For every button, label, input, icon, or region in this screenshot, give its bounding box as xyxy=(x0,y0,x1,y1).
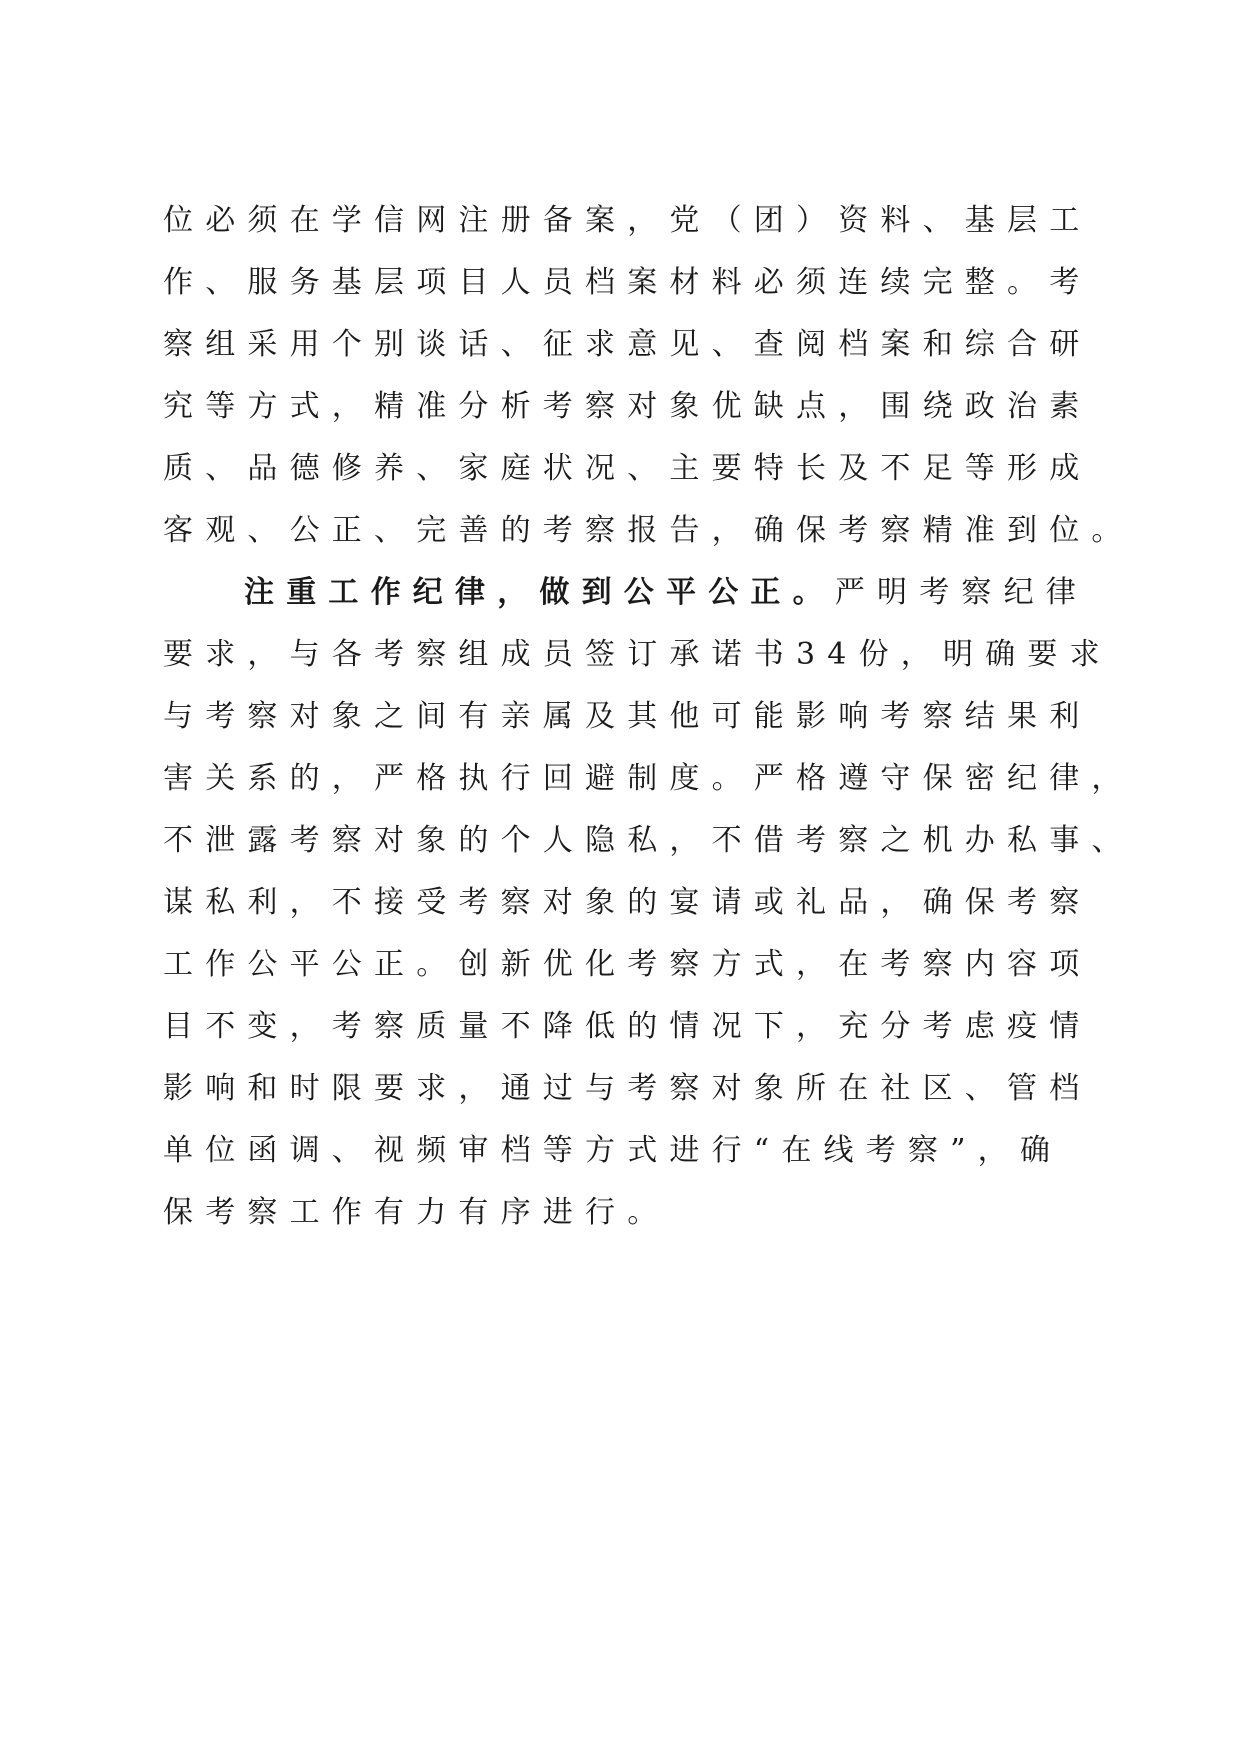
text-line: 究等方式，精准分析考察对象优缺点，围绕政治素 xyxy=(163,389,1092,424)
text-line: 与考察对象之间有亲属及其他可能影响考察结果利 xyxy=(163,699,1092,734)
text-line: 单位函调、视频审档等方式进行“在线考察”，确 xyxy=(163,1133,1063,1168)
document-body xyxy=(163,190,1134,1244)
section-first-line-text: 严明考察纪律 xyxy=(834,575,1089,610)
text-line: 工作公平公正。创新优化考察方式，在考察内容项 xyxy=(163,947,1092,982)
text-line: 客观、公正、完善的考察报告，确保考察精准到位。 xyxy=(163,513,1134,548)
text-line: 害关系的，严格执行回避制度。严格遵守保密纪律， xyxy=(163,761,1134,796)
text-line: 谋私利，不接受考察对象的宴请或礼品，确保考察 xyxy=(163,885,1092,920)
text-line: 目不变，考察质量不降低的情况下，充分考虑疫情 xyxy=(163,1009,1092,1044)
section-first-line xyxy=(163,562,1089,624)
text-line: 作、服务基层项目人员档案材料必须连续完整。考 xyxy=(163,265,1092,300)
text-line: 位必须在学信网注册备案，党（团）资料、基层工 xyxy=(163,203,1092,238)
text-line: 察组采用个别谈话、征求意见、查阅档案和综合研 xyxy=(163,327,1092,362)
text-line: 影响和时限要求，通过与考察对象所在社区、管档 xyxy=(163,1071,1092,1106)
text-line: 不泄露考察对象的个人隐私，不借考察之机办私事、 xyxy=(163,823,1134,858)
text-line: 质、品德修养、家庭状况、主要特长及不足等形成 xyxy=(163,451,1092,486)
text-line: 保考察工作有力有序进行。 xyxy=(163,1195,670,1230)
section-heading: 注重工作纪律，做到公平公正。 xyxy=(244,575,835,610)
text-line: 要求，与各考察组成员签订承诺书34份，明确要求 xyxy=(163,637,1112,672)
